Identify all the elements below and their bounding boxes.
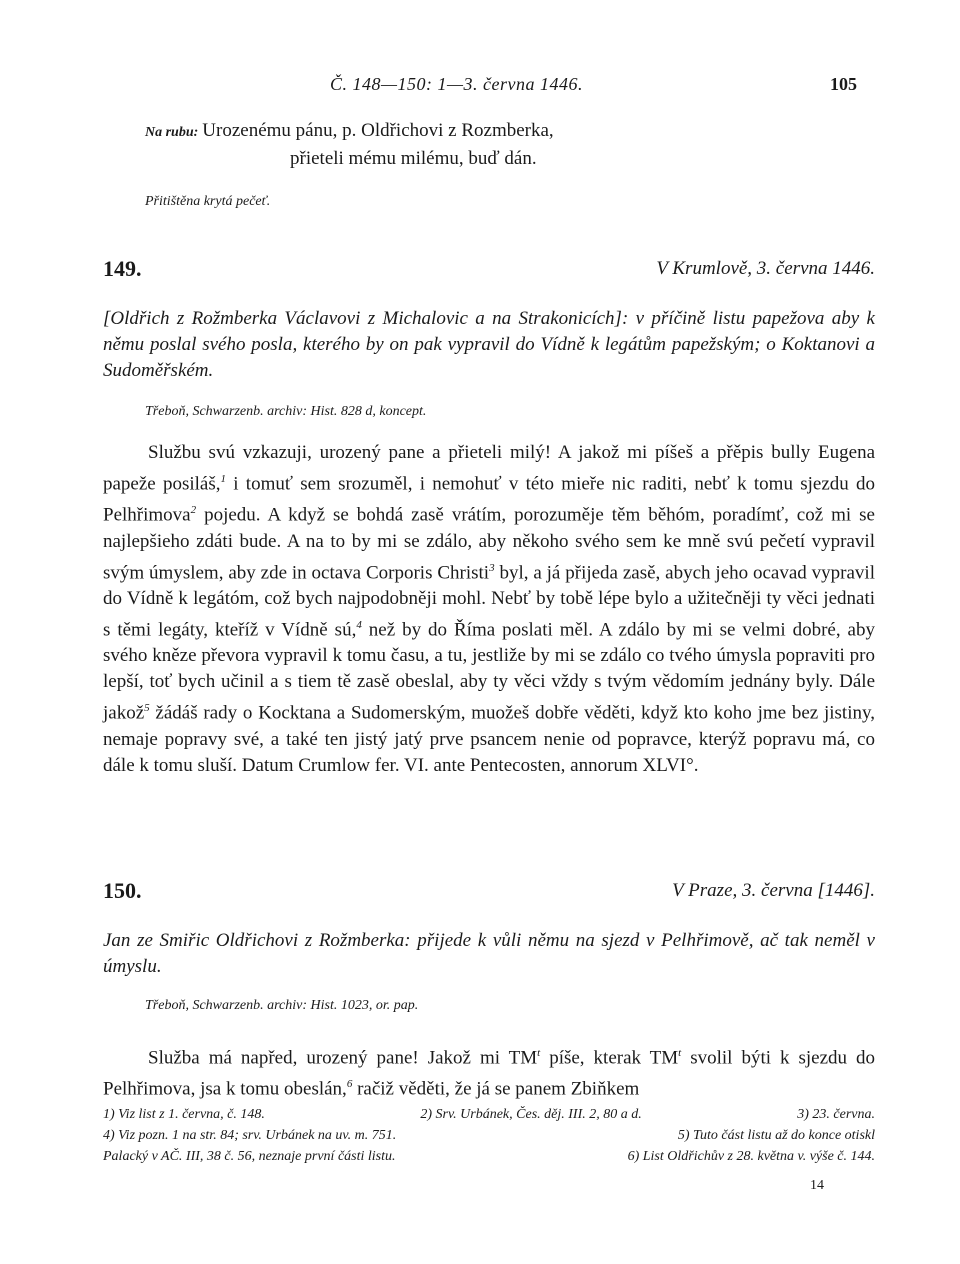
entry-149-archive: Třeboň, Schwarzenb. archiv: Hist. 828 d, koncept. <box>145 404 427 419</box>
superscript: t <box>678 1047 682 1059</box>
footnote: 4) Viz pozn. 1 na str. 84; srv. Urbánek na uv. m. 751. <box>103 1128 397 1143</box>
footnote-ref: 1 <box>220 473 227 485</box>
entry-150-regest: Jan ze Smiřic Oldřichovi z Rožmberka: přijede k vůli němu na sjezd v Pelhřimově, ač tak neměl v úmyslu. <box>103 930 875 977</box>
footnote-ref: 4 <box>356 618 362 631</box>
text-segment: svolil býti k sjezdu do Pelhřimova, jsa k tomu obeslán, <box>103 1047 875 1100</box>
text-segment: Služba má napřed, urozený pane! Jakož mi TM <box>148 1047 538 1069</box>
footnote-ref: 5 <box>144 702 150 715</box>
running-header-title: Č. 148—150: 1—3. června 1446. <box>330 74 583 94</box>
footnote: 5) Tuto část listu až do konce otiskl <box>677 1128 875 1143</box>
text-segment: píše, kterak TM <box>540 1047 679 1069</box>
entry-150-text <box>103 1040 875 1103</box>
text-segment: Službu svú vzkazuji, urozený pane a přieteli milý! A jakož mi píšeš a přěpis bully Eugena papeže posiláš, <box>103 442 875 495</box>
seal-note: Přitištěna krytá pečeť. <box>145 194 271 209</box>
footnote: 6) List Oldřichův z 28. května v. výše č. 144. <box>627 1149 875 1164</box>
text-segment: račiž věděti, že já se panem Zbiňkem <box>352 1078 640 1100</box>
text-segment: žádáš rady o Kocktana a Sudomerským, muožeš dobře věděti, když kto koho jme bez jistiny, nemaje popravy své, a také ten jistý jatý prve psancem nenie od popravce, kterýž popravu má, co dále k tomu sluší. Datum Crumlow fer. VI. ante Pentecosten, annorum XLVI°. <box>103 702 875 776</box>
footnote: Palacký v AČ. III, 38 č. 56, neznaje první části listu. <box>103 1149 396 1164</box>
sheet-number: 14 <box>810 1178 824 1193</box>
superscript: t <box>537 1047 541 1059</box>
page-number: 105 <box>830 74 857 94</box>
entry-150-place-date: V Praze, 3. června [1446]. <box>672 880 875 901</box>
address-line-1: Urozenému pánu, p. Oldřichovi z Rozmberka, <box>202 120 554 141</box>
entry-number-149: 149. <box>103 256 142 281</box>
footnote: 1) Viz list z 1. června, č. 148. <box>103 1107 265 1122</box>
entry-number-150: 150. <box>103 878 142 903</box>
entry-149-text <box>103 440 875 779</box>
footnotes <box>103 1104 875 1167</box>
footnote: 2) Srv. Urbánek, Čes. děj. III. 2, 80 a d. <box>420 1107 642 1122</box>
text-segment: byl, a já přijeda zasě, abych jeho ocavad vypravil do Vídně k legátóm, což bych najpodobněji mohl. Nebť by tobě lépe bylo a užitečněji ty věci jednati s těmi legáty, kteříž v Vídně sú, <box>103 561 875 641</box>
address-block <box>145 118 554 172</box>
entry-149-regest: [Oldřich z Rožmberka Václavovi z Michalovic a na Strakonicích]: v příčině listu papežova aby k němu poslal svého posla, kterého by on pak vypravil do Vídně k legátům papežským; o Koktanovi a Sudoměřském. <box>103 308 875 381</box>
entry-150-archive: Třeboň, Schwarzenb. archiv: Hist. 1023, or. pap. <box>145 998 419 1013</box>
footnote: 3) 23. června. <box>797 1107 875 1122</box>
address-label: Na rubu: <box>145 125 199 140</box>
text-segment: pojedu. A když se bohdá zasě vrátím, porozuměje těm běhóm, poradímť, což mi se najlepšieho zdáti bude. A na to by mi se zdálo, aby někoho svého sem ke mně svú pečetí vypravil svým úmyslem, aby zde in octava Corporis Christi <box>103 504 875 583</box>
footnote-line <box>103 1125 875 1146</box>
text-segment: i tomuť sem srozuměl, i nemohuť v této mieře nic raditi, nebť k tomu sjezdu do Pelhřimova <box>103 473 875 526</box>
text-segment: než by do Říma poslati měl. A zdálo by mi se velmi dobré, aby svého kněze převora vypravil k tomu času, a tu, jestliže by mi se zdálo co tvého úmysla popraviti pro lepší, toť bych učinil a s tiem tě zasě obeslal, aby ty věci vždy s tvým vědomím jednány byly. Dále jakož <box>103 619 875 724</box>
address-line-2: přieteli mému milému, buď dán. <box>290 148 537 169</box>
footnote-ref: 2 <box>190 504 197 517</box>
footnote-ref: 3 <box>489 561 495 574</box>
footnote-ref: 6 <box>346 1078 353 1091</box>
footnote-line <box>103 1146 875 1167</box>
entry-149-place-date: V Krumlově, 3. června 1446. <box>656 258 875 279</box>
footnote-line <box>103 1104 875 1125</box>
